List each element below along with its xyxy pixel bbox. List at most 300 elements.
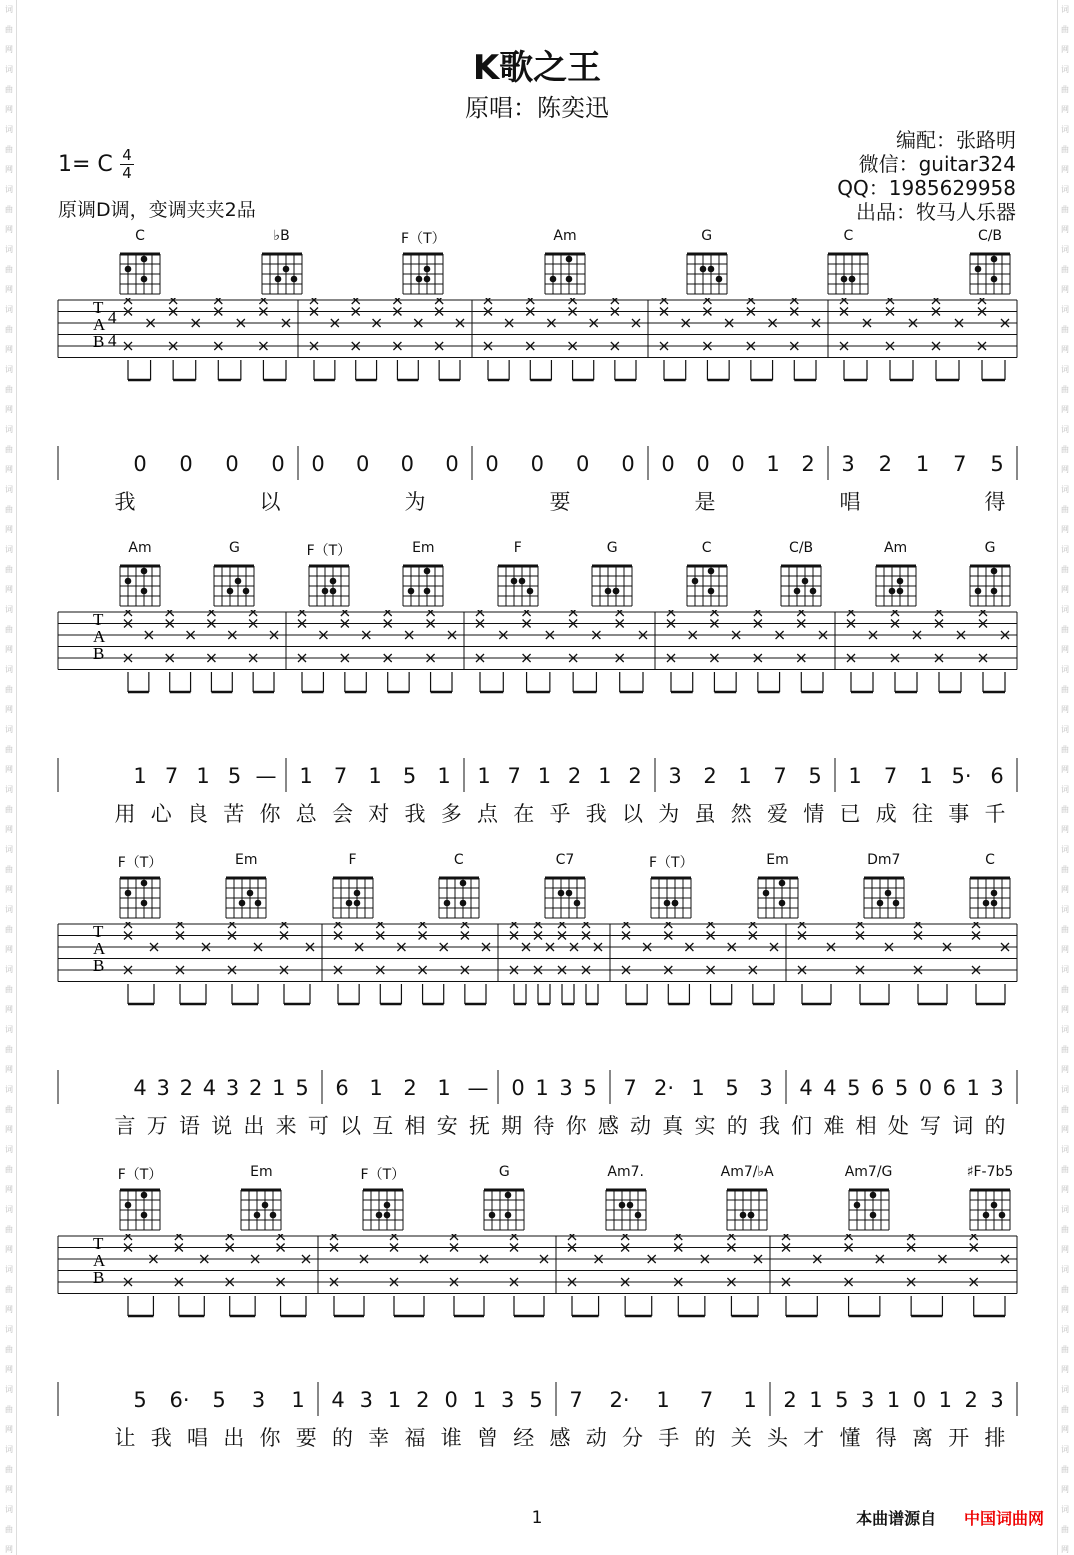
chord-diagram (683, 246, 731, 298)
tab-note (176, 922, 184, 928)
lyric-char: 幸 (368, 1426, 390, 1450)
chord-finger-dot (141, 588, 148, 595)
chord-diagram (647, 870, 695, 922)
chord-diagram (860, 870, 908, 922)
chord-finger-dot (999, 1212, 1006, 1219)
chord-finger-dot (991, 1202, 998, 1209)
chord-finger-dot (376, 1212, 383, 1219)
jianpu-note: 1 (196, 764, 210, 788)
jianpu-note: 2 (964, 1388, 978, 1412)
jianpu-note: 1 (691, 1076, 705, 1100)
chord-finger-dot (262, 1202, 269, 1209)
tab-note (845, 1234, 853, 1240)
lyric-char: 言 (114, 1114, 136, 1138)
lyric-char: 在 (513, 802, 535, 826)
jianpu-note: 1 (272, 1076, 286, 1100)
lyric-char: 开 (948, 1426, 970, 1450)
lyric-char: 排 (984, 1426, 1006, 1450)
chord-finger-dot (505, 1192, 512, 1199)
chord-diagram (116, 246, 164, 298)
chord-finger-dot (141, 1212, 148, 1219)
chord-name: G (606, 540, 618, 556)
tab-note (526, 298, 534, 304)
jianpu-note: 7 (623, 1076, 637, 1100)
jianpu-note: 2 (703, 764, 717, 788)
jianpu-note: 5 (847, 1076, 861, 1100)
chord-diagram (588, 558, 636, 610)
jianpu-note: 7 (507, 764, 521, 788)
lyric-char: 良 (187, 802, 208, 826)
lyric-char: 的 (984, 1114, 1006, 1138)
tab-clef-letter: T (93, 610, 104, 629)
chord-finger-dot (274, 276, 281, 283)
jianpu-note: 4 (331, 1388, 345, 1412)
wechat-credit: 微信：guitar324 (858, 152, 1016, 176)
chord-finger-dot (424, 276, 431, 283)
tab-note (384, 610, 392, 616)
chord-diagram (754, 870, 802, 922)
lyric-char: 爱 (767, 802, 788, 826)
chord-finger-dot (558, 890, 565, 897)
jianpu-note: 0 (530, 452, 545, 476)
chord-diagram (237, 1182, 285, 1234)
tab-note (782, 1234, 790, 1240)
chord-finger-dot (505, 1212, 512, 1219)
chord-finger-dot (975, 266, 982, 273)
chord-finger-dot (715, 276, 722, 283)
tab-clef-letter: T (93, 1234, 104, 1253)
tab-note (754, 610, 762, 616)
arranger-credit: 编配：张路明 (896, 128, 1016, 152)
lyric-char: 经 (513, 1426, 535, 1450)
jianpu-note: 4 (133, 1076, 147, 1100)
chord-finger-dot (255, 900, 262, 907)
jianpu-note: 1 (535, 1076, 549, 1100)
tab-note (175, 1234, 183, 1240)
chord-finger-dot (384, 1202, 391, 1209)
lyric-char: 动 (585, 1426, 607, 1450)
jianpu-note: 1 (919, 764, 933, 788)
lyric-char: 头 (767, 1426, 788, 1450)
jianpu-note: 1 (387, 1388, 402, 1412)
lyric-char: 总 (295, 802, 317, 826)
watermark-left: 词曲网词曲网词曲网词曲网词曲网词曲网词曲网词曲网词曲网词曲网词曲网词曲网词曲网词曲网词曲网词曲网词曲网词曲网词曲网词曲网词曲网词曲网词曲网词曲网词曲网词曲网 (5, 5, 13, 1554)
jianpu-note: 0 (400, 452, 415, 476)
chord-name: F（T） (648, 855, 694, 871)
tab-clef-letter: B (93, 332, 105, 351)
lyric-char: 得 (875, 1426, 897, 1450)
lyric-char: 的 (332, 1426, 353, 1450)
time-signature (120, 148, 134, 181)
tab-note (558, 922, 566, 928)
tab-note (747, 298, 755, 304)
jianpu-note: 0 (511, 1076, 525, 1100)
lyric-char: 我 (114, 490, 136, 514)
jianpu-note: 4 (202, 1076, 217, 1100)
chord-finger-dot (322, 588, 329, 595)
tab-note (611, 298, 619, 304)
chord-finger-dot (802, 578, 809, 585)
chord-diagram (222, 870, 270, 922)
chord-finger-dot (892, 900, 899, 907)
jianpu-note: 1 (477, 764, 491, 788)
chord-finger-dot (125, 890, 132, 897)
chord-name: Am7/♭A (720, 1164, 774, 1180)
tab-note (972, 922, 980, 928)
chord-finger-dot (707, 588, 714, 595)
song-title: K歌之王 (472, 48, 602, 88)
chord-finger-dot (141, 880, 148, 887)
jianpu-note: 1 (915, 452, 930, 476)
lyric-char: 点 (477, 802, 498, 826)
jianpu-note: 3 (759, 1076, 773, 1100)
lyric-char: 感 (549, 1426, 571, 1450)
chord-name: C7 (555, 852, 575, 868)
tab-note (798, 922, 806, 928)
lyric-char: 千 (984, 802, 1006, 826)
lyric-char: 是 (694, 490, 716, 514)
lyric-char: 已 (839, 802, 861, 826)
tab-clef-letter: B (93, 644, 105, 663)
jianpu-note: 5 (227, 764, 242, 788)
lyric-char: 才 (803, 1426, 825, 1450)
score-system (0, 228, 1074, 528)
lyric-char: 处 (887, 1114, 909, 1138)
chord-name: C (453, 852, 464, 868)
chord-finger-dot (125, 578, 132, 585)
lyric-char: 安 (436, 1114, 458, 1138)
chord-finger-dot (618, 1202, 625, 1209)
chord-name: G (701, 228, 713, 244)
lyric-char: 感 (597, 1114, 619, 1138)
tab-note (277, 1234, 285, 1240)
chord-finger-dot (254, 1212, 261, 1219)
chord-finger-dot (707, 568, 714, 575)
lyric-char: 出 (223, 1426, 245, 1450)
score-system (0, 852, 1074, 1152)
chord-name: F (348, 852, 357, 868)
jianpu-note: 0 (225, 452, 239, 476)
jianpu-note: 5 (894, 1076, 909, 1100)
chord-name: Dm7 (867, 852, 901, 868)
chord-finger-dot (691, 578, 698, 585)
lyric-char: 往 (912, 802, 933, 826)
chord-finger-dot (141, 1192, 148, 1199)
chord-finger-dot (778, 880, 785, 887)
tab-note (932, 298, 940, 304)
lyric-char: 然 (730, 802, 752, 826)
jianpu-note: 7 (699, 1388, 714, 1412)
tab-note (427, 610, 435, 616)
jianpu-note: 5· (951, 764, 972, 788)
tab-note (621, 1234, 629, 1240)
lyric-char: 们 (791, 1114, 813, 1138)
lyric-char: 手 (658, 1426, 680, 1450)
chord-finger-dot (459, 880, 466, 887)
tab-note (228, 922, 236, 928)
lyric-char: 谁 (440, 1426, 462, 1450)
jianpu-note: 1 (738, 764, 752, 788)
chord-finger-dot (991, 900, 998, 907)
chord-finger-dot (672, 900, 679, 907)
jianpu-note: 4 (823, 1076, 837, 1100)
chord-finger-dot (125, 266, 132, 273)
lyric-char: 语 (178, 1114, 200, 1138)
chord-diagram (210, 558, 258, 610)
watermark-right: 词曲网词曲网词曲网词曲网词曲网词曲网词曲网词曲网词曲网词曲网词曲网词曲网词曲网词曲网词曲网词曲网词曲网词曲网词曲网词曲网词曲网词曲网词曲网词曲网词曲网词曲网 (1061, 5, 1069, 1554)
jianpu-note: 1 (368, 764, 382, 788)
tab-note (886, 298, 894, 304)
tab-note (298, 610, 306, 616)
key-signature: 1= C (58, 152, 113, 177)
jianpu-note: 1 (299, 764, 313, 788)
jianpu-note: 6 (990, 764, 1004, 788)
tab-note (124, 610, 132, 616)
chord-finger-dot (141, 256, 148, 263)
lyric-char: 要 (549, 490, 571, 514)
lyric-char: 你 (565, 1114, 587, 1138)
jianpu-note: 2 (628, 764, 642, 788)
jianpu-note: 0 (133, 452, 147, 476)
chord-diagram (966, 1182, 1014, 1234)
lyric-char: 会 (332, 802, 353, 826)
jianpu-note: 6 (335, 1076, 349, 1100)
chord-finger-dot (489, 1212, 496, 1219)
jianpu-note: 7 (333, 764, 348, 788)
chord-name: Em (250, 1164, 273, 1180)
lyric-char: 写 (920, 1114, 942, 1138)
chord-finger-dot (566, 890, 573, 897)
chord-name: Am7. (607, 1164, 644, 1180)
lyric-char: 你 (259, 802, 281, 826)
jianpu-note: 3 (156, 1076, 170, 1100)
lyric-char: 以 (259, 490, 281, 514)
chord-diagram (480, 1182, 528, 1234)
lyric-char: 对 (368, 802, 390, 826)
tab-clef-letter: A (93, 939, 106, 958)
jianpu-note: 0 (621, 452, 635, 476)
tab-note (450, 1234, 458, 1240)
jianpu-note: 3 (668, 764, 682, 788)
lyric-char: 分 (622, 1426, 643, 1450)
jianpu-note: 0 (696, 452, 710, 476)
lyric-char: 得 (984, 490, 1006, 514)
chord-diagram (602, 1182, 650, 1234)
jianpu-note: 3 (225, 1076, 240, 1100)
producer-credit: 出品：牧马人乐器 (856, 200, 1016, 224)
chord-diagram (116, 870, 164, 922)
tab-note (226, 1234, 234, 1240)
chord-diagram (824, 246, 872, 298)
jianpu-note: 2 (783, 1388, 797, 1412)
jianpu-note: 0 (918, 1076, 933, 1100)
chord-finger-dot (243, 588, 250, 595)
chord-finger-dot (762, 890, 769, 897)
jianpu-note: 5 (808, 764, 822, 788)
tab-time-signature: 4 (108, 331, 117, 350)
jianpu-note: 3 (841, 452, 855, 476)
lyric-char: 可 (307, 1114, 329, 1138)
jianpu-note: 5 (133, 1388, 147, 1412)
lyric-char: 福 (404, 1426, 426, 1450)
jianpu-note: 0 (355, 452, 370, 476)
jianpu-note: 1 (656, 1388, 670, 1412)
lyric-char: 关 (730, 1426, 752, 1450)
chord-diagram (435, 870, 483, 922)
chord-finger-dot (991, 588, 998, 595)
jianpu-note: 0 (485, 452, 499, 476)
lyric-char: 抚 (468, 1114, 490, 1138)
lyric-char: 心 (150, 802, 172, 826)
tab-note (569, 610, 577, 616)
jianpu-note: 2 (179, 1076, 193, 1100)
tab-note (461, 922, 469, 928)
tab-note (914, 922, 922, 928)
tab-note (393, 298, 401, 304)
score-system (0, 1164, 1074, 1464)
jianpu-note: 1 (766, 452, 780, 476)
chord-diagram (305, 558, 353, 610)
chord-finger-dot (991, 276, 998, 283)
chord-finger-dot (345, 900, 352, 907)
chord-finger-dot (270, 1212, 277, 1219)
chord-name: Em (412, 540, 435, 556)
chord-diagram (258, 246, 306, 298)
qq-credit: QQ：1985629958 (837, 176, 1016, 200)
chord-diagram (116, 1182, 164, 1234)
jianpu-note: 0 (311, 452, 325, 476)
chord-name: ♭B (273, 228, 290, 244)
chord-finger-dot (235, 578, 242, 585)
chord-name: Am (883, 540, 908, 556)
lyric-char: 的 (694, 1426, 716, 1450)
jianpu-note: 3 (559, 1076, 573, 1100)
lyric-char: 用 (114, 802, 136, 826)
tab-note (214, 298, 222, 304)
page-number: 1 (531, 1508, 543, 1528)
chord-finger-dot (634, 1212, 641, 1219)
tab-note (907, 1234, 915, 1240)
jianpu-note: 0 (575, 452, 590, 476)
jianpu-note: 7 (164, 764, 179, 788)
chord-finger-dot (574, 900, 581, 907)
jianpu-note: 7 (773, 764, 787, 788)
tab-note (749, 922, 757, 928)
time-numerator: 4 (122, 146, 132, 164)
tab-note (510, 922, 518, 928)
lyric-char: 来 (275, 1114, 297, 1138)
chord-finger-dot (141, 276, 148, 283)
lyric-char: 难 (823, 1114, 845, 1138)
chord-finger-dot (408, 588, 415, 595)
chord-diagram (359, 1182, 407, 1234)
jianpu-note: 5 (725, 1076, 739, 1100)
lyric-char: 事 (948, 802, 970, 826)
tab-note (484, 298, 492, 304)
tab-note (569, 298, 577, 304)
tab-note (207, 610, 215, 616)
chord-finger-dot (699, 266, 706, 273)
source-note (856, 1506, 1044, 1529)
tab-note (797, 610, 805, 616)
jianpu-note: 3 (990, 1388, 1004, 1412)
jianpu-note: 5 (835, 1388, 849, 1412)
lyric-char: 你 (259, 1426, 281, 1450)
tab-note (376, 922, 384, 928)
jianpu-note: 5 (529, 1388, 543, 1412)
lyric-char: 多 (440, 802, 462, 826)
chord-diagram (683, 558, 731, 610)
chord-name: C (985, 852, 995, 868)
chord-name: F（T） (360, 1167, 406, 1183)
jianpu-note: 0 (731, 452, 745, 476)
chord-finger-dot (613, 588, 620, 595)
tab-note (280, 922, 288, 928)
chord-name: Am (553, 228, 577, 244)
jianpu-note: 1 (369, 1076, 383, 1100)
jianpu-note: 1 (886, 1388, 901, 1412)
lyric-char: 为 (404, 490, 426, 514)
lyric-char: 以 (340, 1114, 362, 1138)
jianpu-note: 3 (860, 1388, 875, 1412)
chord-finger-dot (384, 1212, 391, 1219)
chord-diagram (399, 246, 447, 298)
chord-finger-dot (841, 276, 848, 283)
chord-finger-dot (290, 276, 297, 283)
chord-finger-dot (888, 588, 895, 595)
jianpu-note: 6· (169, 1388, 190, 1412)
chord-finger-dot (869, 1192, 876, 1199)
chord-name: G (229, 540, 240, 556)
chord-finger-dot (991, 568, 998, 575)
tab-clef-letter: T (93, 922, 104, 941)
lyric-char: 待 (533, 1114, 555, 1138)
jianpu-note: 1 (938, 1388, 952, 1412)
lyric-char: 动 (630, 1114, 652, 1138)
chord-finger-dot (849, 276, 856, 283)
chord-finger-dot (227, 588, 234, 595)
chord-name: G (984, 540, 996, 556)
jianpu-note: — (255, 764, 277, 788)
chord-diagram (872, 558, 920, 610)
chord-name: Em (766, 852, 789, 868)
jianpu-note: 1 (291, 1388, 305, 1412)
lyric-char: 曾 (477, 1426, 498, 1450)
lyric-char: 互 (372, 1114, 394, 1138)
jianpu-note: 3 (251, 1388, 266, 1412)
lyric-char: 懂 (839, 1426, 861, 1450)
lyric-char: 我 (585, 802, 607, 826)
chord-diagram (845, 1182, 893, 1234)
chord-finger-dot (975, 588, 982, 595)
chord-diagram (966, 246, 1014, 298)
tab-note (523, 610, 531, 616)
tab-note (534, 922, 542, 928)
jianpu-note: 1 (437, 764, 451, 788)
chord-finger-dot (141, 900, 148, 907)
lyric-char: 万 (146, 1114, 168, 1138)
chord-name: Am (128, 540, 152, 556)
lyric-char: 要 (295, 1426, 317, 1450)
chord-finger-dot (141, 568, 148, 575)
jianpu-note: 7 (569, 1388, 583, 1412)
jianpu-note: 7 (953, 452, 967, 476)
chord-diagram (329, 870, 377, 922)
chord-finger-dot (459, 900, 466, 907)
chord-diagram (541, 870, 589, 922)
tab-note (667, 610, 675, 616)
chord-finger-dot (424, 588, 431, 595)
